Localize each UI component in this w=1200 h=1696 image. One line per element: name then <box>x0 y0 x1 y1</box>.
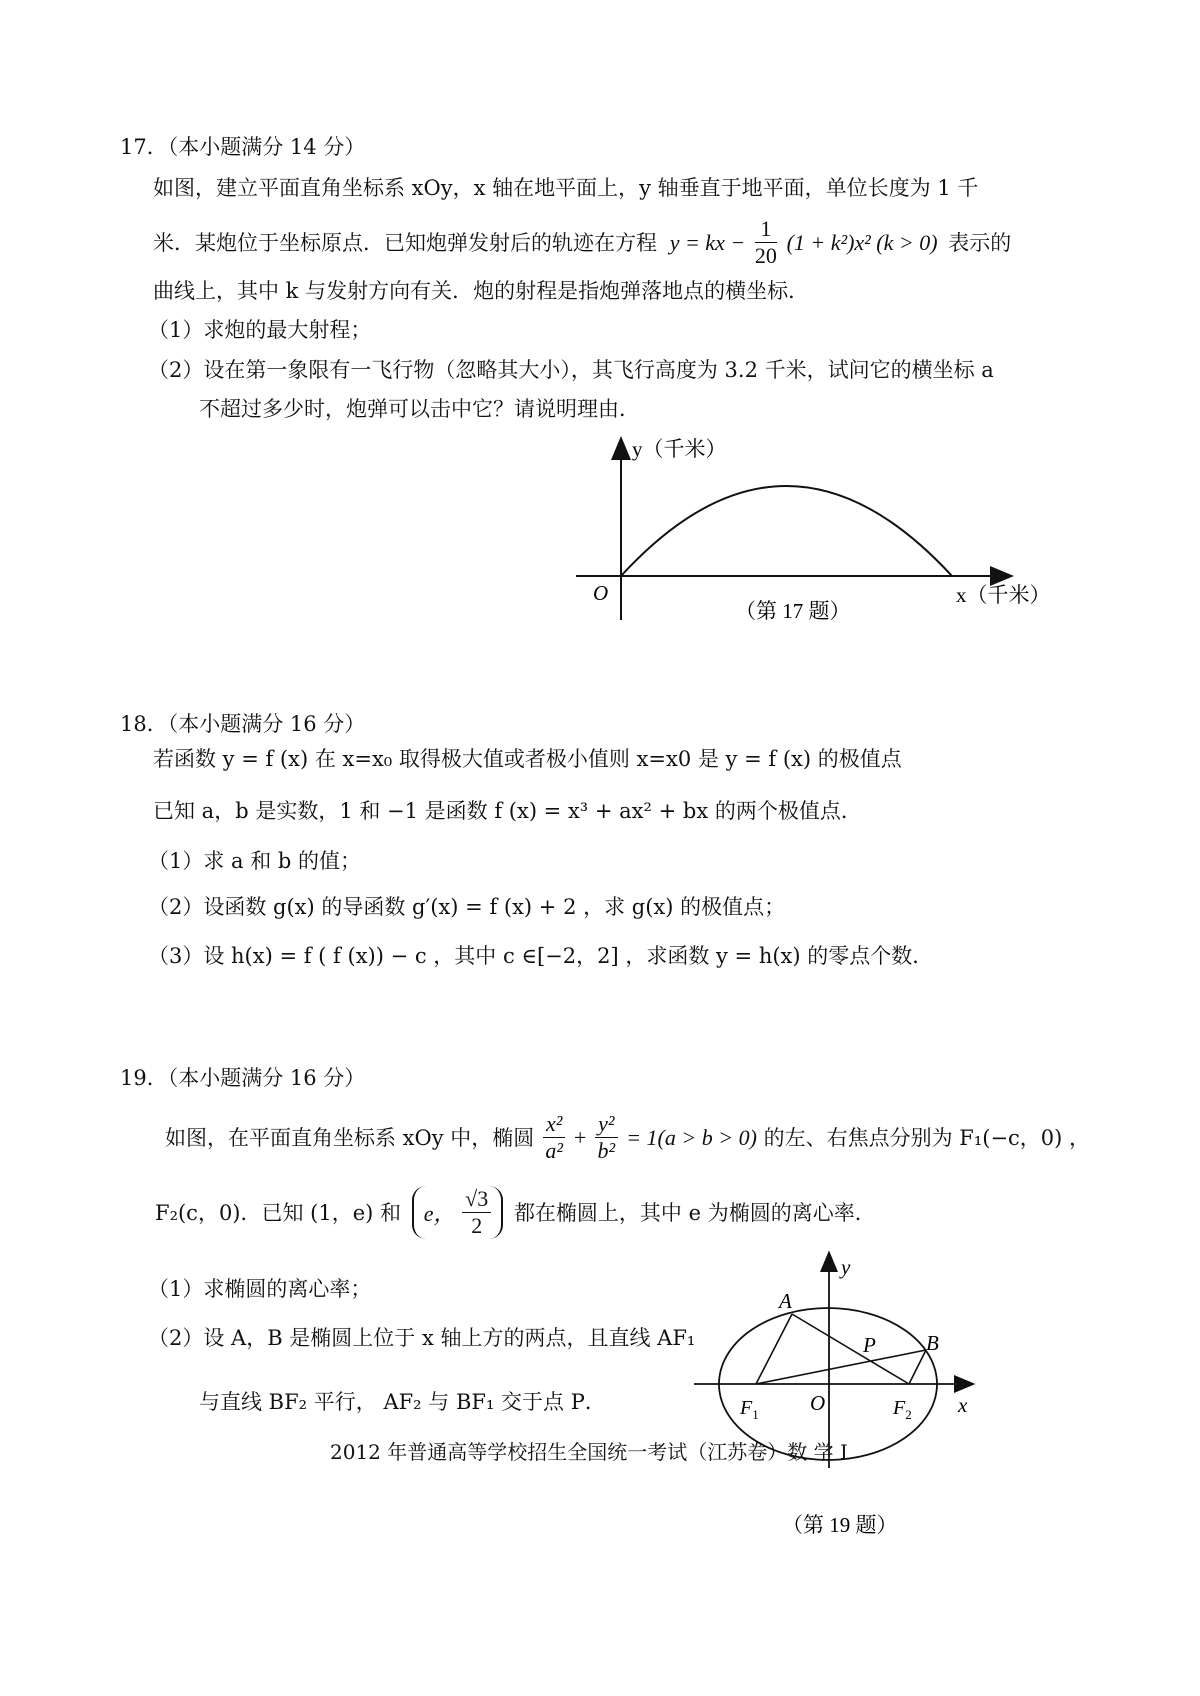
q19-sqrt-frac <box>462 1186 491 1239</box>
q19-line2-suffix: 都在椭圆上，其中 e 为椭圆的离心率． <box>513 1201 876 1225</box>
q19-figure <box>690 1250 1010 1570</box>
q18-line1: 若函数 y = f (x) 在 x=x₀ 取得极大值或者极小值则 x=x0 是 y = f (x) 的极值点 <box>153 747 902 771</box>
q19-frac1-den: a² <box>545 1138 563 1163</box>
q19-line-BF2 <box>909 1350 926 1384</box>
q17-frac-den: 20 <box>754 243 777 268</box>
q19-frac2 <box>595 1111 617 1164</box>
page-footer: 2012 年普通高等学校招生全国统一考试（江苏卷）数 学 I <box>330 1440 848 1464</box>
q19-line1-prefix: 如图，在平面直角坐标系 xOy 中，椭圆 <box>165 1126 535 1150</box>
q17-y-label: y（千米） <box>632 437 727 461</box>
q18-part3: （3）设 h(x) = f ( f (x)) − c ，其中 c ∈[−2，2] ，求函数 y = h(x) 的零点个数． <box>148 944 934 968</box>
q19-F1-letter: F <box>740 1397 753 1419</box>
q17-heading: 17．（本小题满分 14 分） <box>120 135 366 159</box>
q19-caption: （第 19 题） <box>782 1513 898 1537</box>
q17-fraction <box>755 216 777 269</box>
q18-line2: 已知 a，b 是实数，1 和 −1 是函数 f (x) = x³ + ax² + bx 的两个极值点． <box>153 799 862 823</box>
q17-line1: 如图，建立平面直角坐标系 xOy，x 轴在地平面上，y 轴垂直于地平面，单位长度为 1 千 <box>153 176 979 200</box>
q19-x-label: x <box>958 1393 968 1417</box>
q19-line2-prefix: F₂(c，0)．已知 (1，e) 和 <box>155 1201 402 1225</box>
q19-line2 <box>155 1188 876 1241</box>
q19-F1-subscript: 1 <box>752 1407 759 1422</box>
q17-part2-line1: （2）设在第一象限有一飞行物（忽略其大小），其飞行高度为 3.2 千米，试问它的横坐标 a <box>148 358 994 382</box>
q19-point-F1 <box>739 1397 759 1422</box>
q17-eq-right: (1 + k²)x² (k > 0) <box>786 230 938 255</box>
q19-line1 <box>165 1113 1090 1166</box>
q19-part2-line2: 与直线 BF₂ 平行， AF₂ 与 BF₁ 交于点 P． <box>199 1390 606 1414</box>
q17-line3: 曲线上，其中 k 与发射方向有关．炮的射程是指炮弹落地点的横坐标． <box>153 279 810 303</box>
q17-trajectory-curve <box>621 486 952 576</box>
q19-plus: + <box>574 1125 587 1150</box>
q19-y-label: y <box>841 1255 851 1279</box>
q19-point-P: P <box>863 1333 876 1357</box>
q19-part1: （1）求椭圆的离心率； <box>148 1277 372 1301</box>
q17-figure <box>570 430 1070 640</box>
q19-F2-subscript: 2 <box>905 1407 912 1422</box>
q19-point-B: B <box>926 1331 939 1355</box>
q19-sqrt-num: √3 <box>462 1186 491 1213</box>
q19-frac2-num: y² <box>595 1111 617 1138</box>
q17-origin: O <box>593 581 609 605</box>
q17-caption: （第 17 题） <box>735 599 851 623</box>
q17-line2 <box>153 218 1011 271</box>
q19-paren-e: e， <box>423 1201 456 1226</box>
q19-line1-suffix: 的左、右焦点分别为 F₁(−c，0) ， <box>763 1126 1091 1150</box>
q19-F2-letter: F <box>893 1397 906 1419</box>
q18-heading: 18．（本小题满分 16 分） <box>120 712 366 736</box>
q17-line2-prefix: 米．某炮位于坐标原点．已知炮弹发射后的轨迹在方程 <box>153 231 657 255</box>
q19-point-F2 <box>892 1397 912 1422</box>
q19-origin: O <box>810 1391 826 1415</box>
q17-x-label: x（千米） <box>956 583 1051 607</box>
q19-paren-group <box>412 1186 504 1239</box>
q17-frac-num: 1 <box>755 216 777 243</box>
q17-part1: （1）求炮的最大射程； <box>148 318 372 342</box>
q17-line2-suffix: 表示的 <box>948 231 1012 255</box>
q19-point-A: A <box>779 1289 792 1313</box>
q18-part1: （1）求 a 和 b 的值； <box>148 849 362 873</box>
q17-eq-left: y = kx − <box>669 230 746 255</box>
q19-frac1 <box>543 1111 565 1164</box>
q19-part2-line1: （2）设 A，B 是椭圆上位于 x 轴上方的两点，且直线 AF₁ <box>148 1326 696 1350</box>
q19-sqrt-den: 2 <box>471 1213 483 1238</box>
q17-part2-line2: 不超过多少时，炮弹可以击中它？请说明理由． <box>199 397 640 421</box>
q19-frac2-den: b² <box>597 1138 616 1163</box>
q19-heading: 19．（本小题满分 16 分） <box>120 1066 366 1090</box>
q19-line1-eq: = 1(a > b > 0) <box>626 1125 757 1150</box>
q18-part2: （2）设函数 g(x) 的导函数 g′(x) = f (x) + 2 ，求 g(x) 的极值点； <box>148 895 786 919</box>
q19-frac1-num: x² <box>543 1111 565 1138</box>
